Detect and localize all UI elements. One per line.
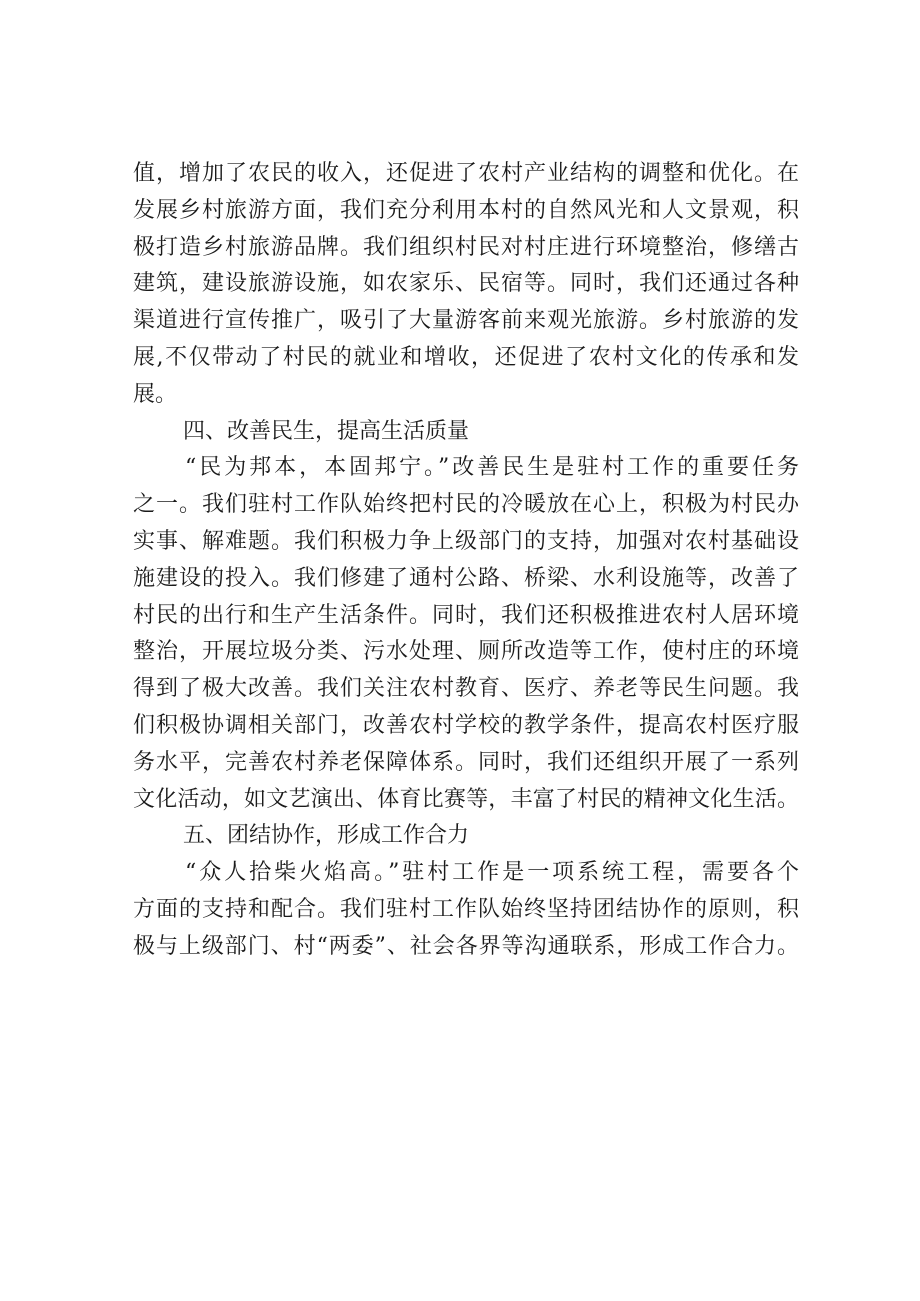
paragraph-line: “民为邦本，本固邦宁。”改善民生是驻村工作的重要任务: [185, 455, 799, 481]
paragraph-line: 得到了极大改善。我们关注农村教育、医疗、养老等民生问题。我: [133, 676, 799, 702]
paragraph-line: 极打造乡村旅游品牌。我们组织村民对村庄进行环境整治，修缮古: [133, 234, 799, 260]
paragraph-line: 发展乡村旅游方面，我们充分利用本村的自然风光和人文景观，积: [133, 197, 799, 223]
section-heading: 五、团结协作，形成工作合力: [183, 823, 470, 849]
paragraph-line: 们积极协调相关部门，改善农村学校的教学条件，提高农村医疗服: [133, 712, 799, 738]
paragraph-line: 值，增加了农民的收入，还促进了农村产业结构的调整和优化。在: [133, 161, 799, 186]
paragraph-line: 务水平，完善农村养老保障体系。同时，我们还组织开展了一系列: [133, 749, 799, 775]
paragraph-line: 方面的支持和配合。我们驻村工作队始终坚持团结协作的原则，积: [133, 896, 799, 922]
paragraph-line: 渠道进行宣传推广，吸引了大量游客前来观光旅游。乡村旅游的发: [133, 308, 799, 334]
paragraph-line: 展,不仅带动了村民的就业和增收，还促进了农村文化的传承和发: [133, 344, 799, 370]
paragraph-line: 展。: [133, 381, 178, 407]
paragraph-line: “众人拾柴火焰高。”驻村工作是一项系统工程，需要各个: [185, 860, 799, 886]
paragraph-line: 文化活动，如文艺演出、体育比赛等，丰富了村民的精神文化生活。: [133, 786, 799, 812]
paragraph-line: 整治，开展垃圾分类、污水处理、厕所改造等工作，使村庄的环境: [133, 639, 799, 665]
paragraph-line: 实事、解难题。我们积极力争上级部门的支持，加强对农村基础设: [133, 528, 799, 554]
paragraph-line: 施建设的投入。我们修建了通村公路、桥梁、水利设施等，改善了: [133, 565, 799, 591]
paragraph-line: 极与上级部门、村“两委”、社会各界等沟通联系，形成工作合力。: [133, 933, 799, 959]
paragraph-line: 之一。我们驻村工作队始终把村民的冷暖放在心上，积极为村民办: [133, 492, 799, 518]
body-text: [133, 156, 799, 966]
paragraph-line: 建筑，建设旅游设施，如农家乐、民宿等。同时，我们还通过各种: [133, 271, 799, 297]
section-heading: 四、改善民生，提高生活质量: [183, 418, 470, 444]
paragraph-line: 村民的出行和生产生活条件。同时，我们还积极推进农村人居环境: [133, 602, 799, 628]
